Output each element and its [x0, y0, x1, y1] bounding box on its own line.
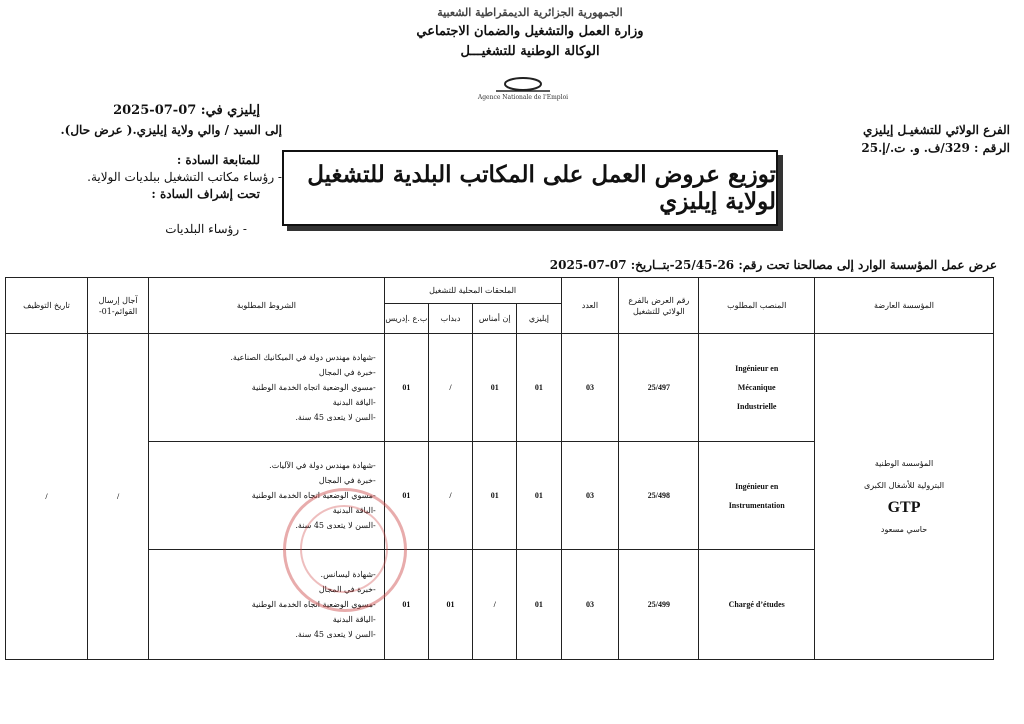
- condition-item: -مسوي الوضعية اتجاه الخدمة الوطنية: [251, 600, 376, 609]
- offers-table: [5, 277, 994, 660]
- official-stamp: [283, 488, 407, 612]
- reference-number: الرقم : 329/ف. و. ت./إ.25: [861, 141, 1010, 155]
- position-title: [699, 334, 815, 442]
- institution-location: حاسي مسعود: [880, 524, 928, 534]
- offer-number-value: 25/499: [619, 550, 699, 660]
- table-row: [6, 334, 994, 442]
- offer-reference-line: عرض عمل المؤسسة الوارد إلى مصالحنا تحت رقم: 26-25/45-بتــاريخ: 07-07-2025: [549, 258, 997, 272]
- hire-date-value: /: [6, 334, 88, 660]
- supervision-heading: تحت إشراف السادة :: [151, 187, 260, 201]
- header-illizi: إيليزي: [517, 304, 561, 334]
- header-bordj: ب.ع .إدريس: [384, 304, 428, 334]
- count-value: 03: [561, 334, 619, 442]
- condition-item: -شهادة مهندس دولة في الميكانيك الصناعية.: [230, 353, 376, 362]
- header-hire-date: تاريخ التوظيف: [6, 278, 88, 334]
- count-value: 03: [561, 550, 619, 660]
- document-title: توزيع عروض العمل على المكاتب البلدية للتشغيل لولاية إيليزي: [307, 161, 776, 215]
- condition-item: -شهادة مهندس دولة في الآليات.: [269, 461, 376, 470]
- bordj-value: 01: [384, 550, 428, 660]
- header-position: المنصب المطلوب: [699, 278, 815, 334]
- condition-item: -الياقة البدنية: [332, 398, 376, 407]
- position-title: [699, 442, 815, 550]
- bordj-value: 01: [384, 334, 428, 442]
- condition-item: -خبرة في المجال: [318, 368, 376, 377]
- deadline-value: /: [88, 334, 149, 660]
- agency-name: الوكالة الوطنية للتشغيـــل: [460, 44, 600, 59]
- position-line: Ingénieur en: [735, 481, 779, 491]
- header-conditions: الشروط المطلوبة: [149, 278, 385, 334]
- position-line: Chargé d’études: [728, 600, 785, 609]
- institution-name-line1: المؤسسة الوطنية: [874, 458, 934, 468]
- header-count: العدد: [561, 278, 619, 334]
- agency-logo: [466, 74, 580, 104]
- position-line: Mécanique: [737, 383, 776, 392]
- position-line: Industrielle: [736, 402, 777, 411]
- header-in-amenas: إن أمناس: [473, 304, 517, 334]
- illizi-value: 01: [517, 442, 561, 550]
- institution-name-line2: البترولية للأشغال الكبرى: [863, 480, 945, 490]
- header-debdeb: دبداب: [428, 304, 472, 334]
- date-line: إيليزي في: 07-07-2025: [113, 103, 260, 118]
- condition-item: -خبرة في المجال: [318, 476, 376, 485]
- position-line: Ingénieur en: [735, 364, 779, 373]
- illizi-value: 01: [517, 334, 561, 442]
- header-deadline: آجال إرسال القوائم-01-: [88, 278, 149, 334]
- condition-item: -مسوي الوضعية اتجاه الخدمة الوطنية: [251, 491, 376, 500]
- condition-item: -السن لا يتعدى 45 سنة.: [295, 413, 376, 422]
- in-amenas-value: /: [473, 550, 517, 660]
- condition-item: -مسوي الوضعية اتجاه الخدمة الوطنية: [251, 383, 376, 392]
- conditions-cell: [149, 334, 385, 442]
- mayors-line: - رؤساء البلديات: [165, 222, 247, 236]
- offer-number-value: 25/497: [619, 334, 699, 442]
- institution-code: GTP: [887, 498, 921, 516]
- in-amenas-value: 01: [473, 442, 517, 550]
- republic-line: الجمهورية الجزائرية الديمقراطية الشعبية: [437, 6, 623, 19]
- illizi-value: 01: [517, 550, 561, 660]
- condition-item: -شهادة ليسانس.: [320, 570, 376, 579]
- offer-number-value: 25/498: [619, 442, 699, 550]
- condition-item: -السن لا يتعدى 45 سنة.: [295, 521, 376, 530]
- bordj-value: 01: [384, 442, 428, 550]
- recipient-line: إلى السيد / والي ولاية إيليزي.( عرض حال).: [60, 123, 282, 137]
- document-title-box: [282, 150, 778, 226]
- debdeb-value: /: [428, 334, 472, 442]
- debdeb-value: 01: [428, 550, 472, 660]
- header-annexes: الملحقات المحلية للتشغيل: [384, 278, 561, 304]
- branch-name: الفرع الولائي للتشغيـل إيليزي: [863, 123, 1010, 137]
- condition-item: -السن لا يتعدى 45 سنة.: [295, 630, 376, 639]
- logo-caption: Agence Nationale de l'Emploi: [477, 94, 569, 101]
- header-offer-number: رقم العرض بالفرع الولائي للتشغيل: [619, 278, 699, 334]
- position-title: [699, 550, 815, 660]
- condition-item: -الياقة البدنية: [332, 506, 376, 515]
- header-institution: المؤسسة العارضة: [815, 278, 994, 334]
- followup-heading: للمتابعة السادة :: [176, 153, 260, 167]
- count-value: 03: [561, 442, 619, 550]
- ministry-name: وزارة العمل والتشغيل والضمان الاجتماعي: [416, 24, 644, 39]
- position-line: Instrumentation: [728, 500, 785, 510]
- condition-item: -خبرة في المجال: [318, 585, 376, 594]
- condition-item: -الياقة البدنية: [332, 615, 376, 624]
- debdeb-value: /: [428, 442, 472, 550]
- in-amenas-value: 01: [473, 334, 517, 442]
- followup-offices: - رؤساء مكاتب التشغيل ببلديات الولاية.: [87, 170, 282, 184]
- stamp-inner-ring: [300, 505, 388, 593]
- institution-cell: [815, 334, 994, 660]
